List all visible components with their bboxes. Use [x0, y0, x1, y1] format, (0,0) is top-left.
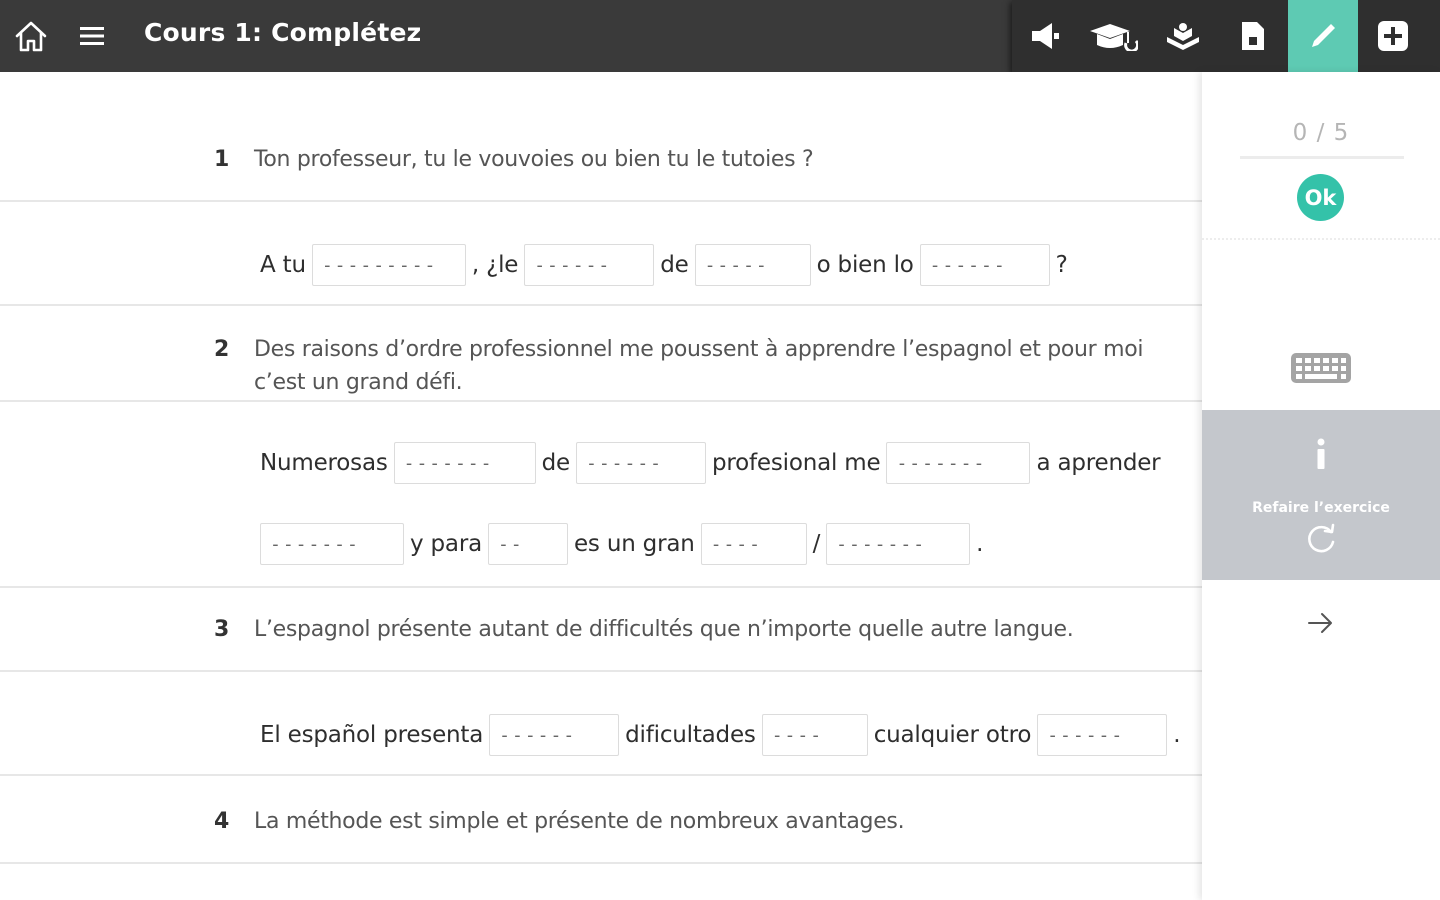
education-tool-button[interactable]	[1078, 0, 1148, 72]
pencil-icon	[1307, 20, 1339, 52]
answer-blank[interactable]: ------	[1037, 714, 1167, 756]
question-number: 2	[214, 337, 230, 362]
info-icon	[1313, 438, 1329, 470]
answer-word: .	[1173, 722, 1181, 748]
add-tool-button[interactable]	[1358, 0, 1428, 72]
ok-button[interactable]: Ok	[1297, 174, 1344, 221]
question-text: L’espagnol présente autant de difficultés que n’importe quelle autre langue.	[254, 617, 1074, 642]
score-counter: 0 / 5	[1292, 120, 1350, 146]
answer-line	[260, 442, 1166, 484]
answer-word: de	[541, 450, 570, 476]
answer-line	[260, 523, 989, 565]
question-row	[0, 776, 1202, 864]
answer-blank[interactable]: -----	[695, 244, 811, 286]
answer-word: Numerosas	[260, 450, 388, 476]
answer-word: y para	[410, 531, 482, 557]
audio-icon	[1028, 21, 1062, 51]
answer-blank[interactable]: ------	[920, 244, 1050, 286]
answer-blank[interactable]: -------	[260, 523, 404, 565]
answer-word: es un gran	[573, 531, 695, 557]
question-text: La méthode est simple et présente de nombreux avantages.	[254, 809, 905, 834]
answer-blank[interactable]: -------	[394, 442, 536, 484]
question-number: 4	[214, 809, 230, 834]
answer-word: profesional me	[711, 450, 881, 476]
toolbar	[1012, 0, 1440, 72]
answer-blank[interactable]: ---------	[312, 244, 466, 286]
keyboard-icon[interactable]	[1290, 352, 1352, 384]
answer-blank[interactable]: --	[488, 523, 568, 565]
pencil-tool-button[interactable]	[1288, 0, 1358, 72]
divider	[1240, 156, 1404, 159]
question-row	[0, 588, 1202, 672]
menu-icon[interactable]	[74, 16, 110, 56]
answer-blank[interactable]: ----	[762, 714, 868, 756]
home-icon[interactable]	[12, 16, 50, 56]
answer-blank[interactable]: ------	[576, 442, 706, 484]
arrow-right-icon[interactable]	[1306, 610, 1336, 636]
answer-word: a aprender	[1036, 450, 1161, 476]
answer-word: o bien lo	[816, 252, 914, 278]
answer-blank[interactable]: ------	[489, 714, 619, 756]
document-tool-button[interactable]	[1218, 0, 1288, 72]
answer-word: , ¿le	[471, 252, 519, 278]
exercise-content	[0, 72, 1202, 900]
question-number: 1	[214, 147, 230, 172]
question-text: Ton professeur, tu le vouvoies ou bien tu le tutoies ?	[254, 147, 814, 172]
answer-word: /	[812, 531, 821, 557]
education-icon	[1088, 21, 1138, 51]
answer-word: El español presenta	[260, 722, 484, 748]
document-icon	[1240, 21, 1266, 51]
redo-exercise-label: Refaire l’exercice	[1252, 500, 1390, 516]
answer-word: dificultades	[625, 722, 756, 748]
question-text: Des raisons d’ordre professionnel me poussent à apprendre l’espagnol et pour moi c’est un grand défi.	[254, 337, 1144, 395]
question-row	[0, 306, 1202, 402]
answer-line	[260, 714, 1186, 756]
answer-blank[interactable]: ----	[701, 523, 807, 565]
top-bar	[0, 0, 1440, 72]
question-number: 3	[214, 617, 230, 642]
answer-blank[interactable]: ------	[524, 244, 654, 286]
answer-word: .	[976, 531, 984, 557]
answer-word: cualquier otro	[873, 722, 1032, 748]
answer-row	[0, 402, 1202, 588]
answer-line	[260, 244, 1074, 286]
book-tool-button[interactable]	[1148, 0, 1218, 72]
answer-word: de	[660, 252, 689, 278]
refresh-icon	[1304, 522, 1338, 556]
answer-blank[interactable]: -------	[826, 523, 970, 565]
divider	[1202, 238, 1440, 240]
add-icon	[1377, 20, 1409, 52]
audio-tool-button[interactable]	[1012, 0, 1078, 72]
answer-row	[0, 202, 1202, 306]
answer-blank[interactable]: -------	[886, 442, 1030, 484]
answer-word: A tu	[260, 252, 306, 278]
side-panel	[1202, 72, 1440, 900]
answer-word: ?	[1055, 252, 1068, 278]
question-row	[0, 72, 1202, 202]
answer-row	[0, 672, 1202, 776]
page-title: Cours 1: Complétez	[144, 18, 422, 47]
book-icon	[1165, 21, 1201, 51]
redo-exercise-button[interactable]	[1202, 410, 1440, 580]
